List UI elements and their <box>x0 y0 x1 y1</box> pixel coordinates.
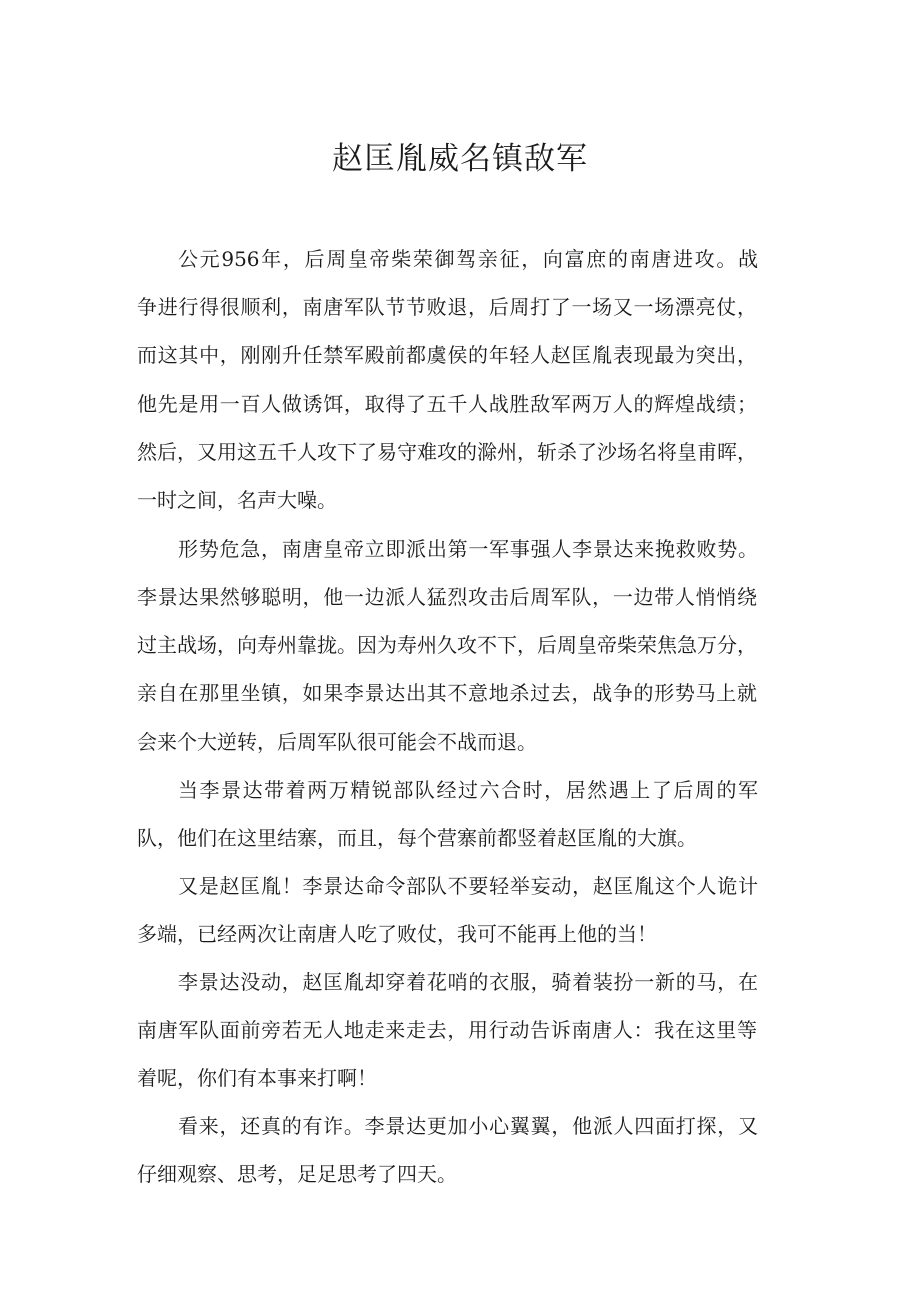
paragraph-line: 一时之间，名声大噪。 <box>137 488 337 512</box>
paragraph-line: 争进行得很顺利，南唐军队节节败退，后周打了一场又一场漂亮仗， <box>137 295 757 319</box>
paragraph-line: 又是赵匡胤！李景达命令部队不要轻举妄动，赵匡胤这个人诡计 <box>178 874 758 898</box>
paragraph-line: 看来，还真的有诈。李景达更加小心翼翼，他派人四面打探，又 <box>178 1114 758 1138</box>
paragraph-line: 李景达没动，赵匡胤却穿着花哨的衣服，骑着装扮一新的马，在 <box>178 970 758 994</box>
paragraph-line: 南唐军队面前旁若无人地走来走去，用行动告诉南唐人：我在这里等 <box>137 1018 757 1042</box>
paragraph-line: 李景达果然够聪明，他一边派人猛烈攻击后周军队，一边带人悄悄绕 <box>137 585 757 609</box>
paragraph-line: 多端，已经两次让南唐人吃了败仗，我可不能再上他的当！ <box>137 922 657 946</box>
paragraph-line: 而这其中，刚刚升任禁军殿前都虞侯的年轻人赵匡胤表现最为突出， <box>137 343 757 367</box>
paragraph-line: 仔细观察、思考，足足思考了四天。 <box>137 1162 457 1186</box>
paragraph-line: 公元956年，后周皇帝柴荣御驾亲征，向富庶的南唐进攻。战 <box>178 247 758 271</box>
document-title: 赵匡胤威名镇敌军 <box>332 141 588 177</box>
paragraph-line: 然后，又用这五千人攻下了易守难攻的滁州，斩杀了沙场名将皇甫晖， <box>137 440 757 464</box>
paragraph-line: 过主战场，向寿州靠拢。因为寿州久攻不下，后周皇帝柴荣焦急万分， <box>137 633 757 657</box>
paragraph-line: 亲自在那里坐镇，如果李景达出其不意地杀过去，战争的形势马上就 <box>137 681 757 705</box>
paragraph-line: 形势危急，南唐皇帝立即派出第一军事强人李景达来挽救败势。 <box>178 537 758 561</box>
paragraph-line: 队，他们在这里结寨，而且，每个营寨前都竖着赵匡胤的大旗。 <box>137 826 697 850</box>
paragraph-line: 他先是用一百人做诱饵，取得了五千人战胜敌军两万人的辉煌战绩； <box>137 392 757 416</box>
paragraph-line: 着呢，你们有本事来打啊！ <box>137 1066 377 1090</box>
paragraph-line: 当李景达带着两万精锐部队经过六合时，居然遇上了后周的军 <box>178 778 758 802</box>
paragraph-line: 会来个大逆转，后周军队很可能会不战而退。 <box>137 730 537 754</box>
